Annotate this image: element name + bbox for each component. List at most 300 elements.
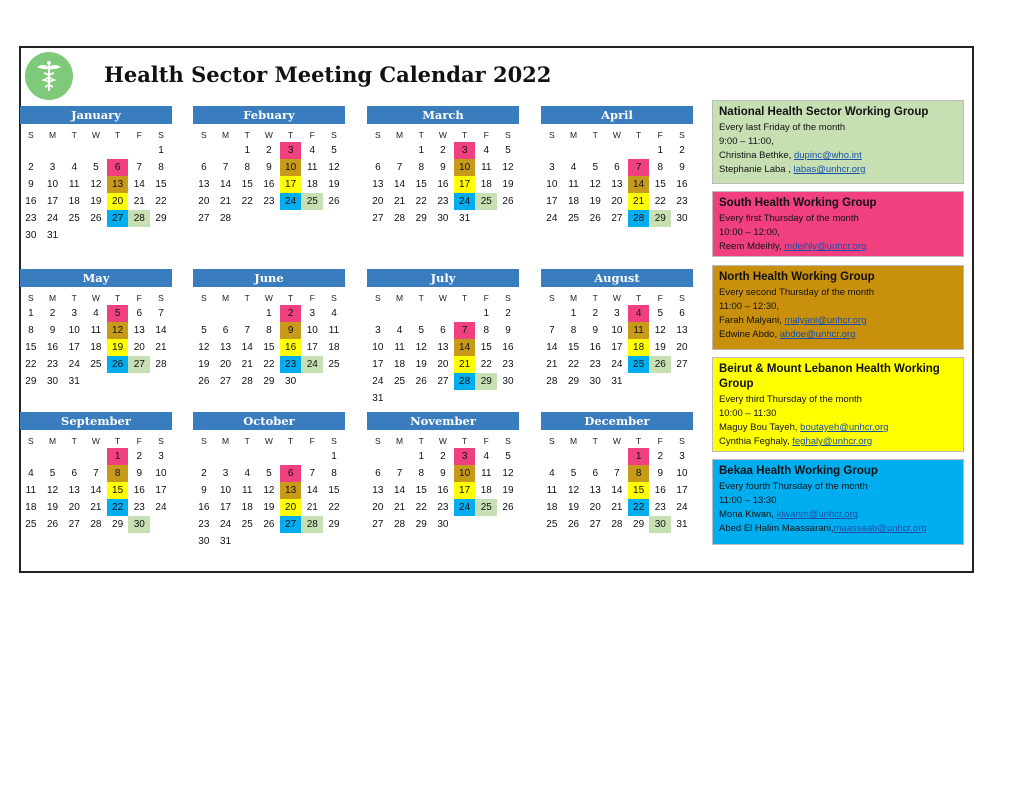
day-cell: 10 (676, 468, 688, 479)
day-cell: 27 (676, 359, 688, 370)
weekday-label: M (569, 130, 578, 140)
day-cell: 5 (107, 305, 129, 322)
day-cell: 9 (136, 468, 143, 479)
weekday-label: T (71, 130, 77, 140)
day-cell: 10 (454, 465, 476, 482)
day-cell: 24 (68, 359, 80, 370)
day-cell: 26 (328, 196, 340, 207)
empty-cell (497, 516, 519, 533)
empty-cell (563, 448, 585, 465)
day-cell: 23 (654, 502, 666, 513)
group-beirut-health (712, 357, 964, 452)
day-cell: 27 (372, 519, 384, 530)
day-cell: 15 (480, 342, 492, 353)
day-cell: 7 (454, 322, 476, 339)
day-cell: 19 (589, 196, 601, 207)
weekday-label: F (483, 436, 489, 446)
week-row (193, 465, 345, 482)
day-cell: 20 (280, 499, 302, 516)
empty-cell (475, 516, 497, 533)
email-link[interactable]: abdoe@unhcr.org (779, 329, 856, 340)
day-cell: 16 (437, 485, 449, 496)
empty-cell (280, 448, 302, 465)
empty-cell (63, 142, 85, 159)
week-row (367, 448, 519, 465)
weekday-label: F (309, 436, 315, 446)
day-cell: 30 (649, 516, 671, 533)
week-row (193, 322, 345, 339)
day-cell: 26 (46, 519, 59, 530)
week-row (193, 356, 345, 373)
month-header: Febuary (193, 106, 345, 124)
week-row (541, 482, 693, 499)
day-cell: 29 (649, 210, 671, 227)
day-cell: 24 (611, 359, 623, 370)
weekday-label: M (221, 130, 230, 140)
day-cell: 20 (198, 196, 210, 207)
day-cell: 7 (93, 468, 99, 479)
week-row (541, 373, 693, 390)
weekday-label: M (48, 293, 57, 303)
weekday-label: S (28, 293, 34, 303)
day-cell: 1 (244, 145, 250, 156)
day-cell: 24 (301, 356, 323, 373)
weekday-label: T (287, 130, 294, 140)
day-cell: 12 (107, 322, 129, 339)
month-january (20, 106, 172, 244)
day-cell: 9 (440, 162, 446, 173)
day-cell: 22 (567, 359, 580, 370)
day-cell: 16 (198, 502, 210, 513)
day-cell: 7 (244, 325, 250, 336)
day-cell: 5 (657, 308, 664, 319)
empty-cell (410, 390, 432, 407)
month-header: January (20, 106, 172, 124)
group-time: 9:00 – 11:00, (719, 136, 774, 147)
day-cell: 4 (396, 325, 403, 336)
contact-name: Maguy Bou Tayeh, (719, 422, 801, 433)
week-row (193, 448, 345, 465)
day-cell: 22 (155, 196, 167, 207)
weekday-label: T (418, 436, 424, 446)
day-cell: 8 (418, 468, 424, 479)
day-cell: 30 (437, 213, 449, 224)
day-cell: 28 (241, 376, 253, 387)
day-cell: 2 (49, 308, 56, 319)
email-link[interactable]: labas@unhcr.org (793, 164, 866, 175)
weekday-label: F (483, 293, 489, 303)
month-header: April (541, 106, 693, 124)
empty-cell (85, 142, 107, 159)
weekday-label: M (48, 436, 57, 446)
day-cell: 19 (502, 485, 514, 496)
day-cell: 18 (241, 502, 253, 513)
day-cell: 27 (280, 516, 302, 533)
day-cell: 2 (280, 305, 302, 322)
day-cell: 11 (307, 162, 318, 173)
empty-cell (323, 373, 345, 390)
empty-cell (85, 227, 107, 244)
day-cell: 27 (219, 376, 232, 387)
day-cell: 10 (454, 159, 476, 176)
empty-cell (128, 373, 150, 390)
day-cell: 4 (483, 145, 490, 156)
day-cell: 23 (676, 196, 688, 207)
day-cell: 8 (657, 162, 664, 173)
group-schedule: Every fourth Thursday of the month (719, 481, 868, 492)
day-cell: 27 (437, 376, 449, 387)
day-cell: 11 (328, 325, 340, 336)
day-cell: 13 (372, 179, 384, 190)
day-cell: 24 (676, 502, 688, 513)
week-row (193, 373, 345, 390)
day-cell: 18 (480, 179, 492, 190)
empty-cell (258, 533, 280, 550)
day-cell: 2 (440, 145, 446, 156)
day-cell: 12 (654, 325, 666, 336)
empty-cell (85, 373, 107, 390)
contact-name: Christina Bethke, (719, 150, 794, 161)
day-cell: 19 (328, 179, 340, 190)
weekday-row (541, 128, 693, 142)
day-cell: 15 (567, 342, 580, 353)
day-cell: 2 (28, 162, 34, 173)
day-cell: 7 (549, 325, 555, 336)
day-cell: 14 (454, 339, 476, 356)
day-cell: 17 (306, 342, 318, 353)
day-cell: 12 (502, 468, 514, 479)
day-cell: 22 (25, 359, 37, 370)
weekday-label: T (461, 130, 468, 140)
day-cell: 4 (628, 305, 650, 322)
empty-cell (389, 390, 411, 407)
weekday-label: S (679, 436, 685, 446)
day-cell: 18 (328, 342, 340, 353)
day-cell: 31 (46, 230, 59, 241)
day-cell: 15 (155, 179, 167, 190)
week-row (541, 305, 693, 322)
day-cell: 17 (68, 342, 80, 353)
empty-cell (367, 142, 389, 159)
week-row (541, 339, 693, 356)
day-cell: 13 (107, 176, 129, 193)
email-link[interactable]: boutayeh@unhcr.org (800, 422, 889, 433)
day-cell: 5 (505, 145, 511, 156)
day-cell: 1 (331, 451, 337, 462)
empty-cell (63, 448, 85, 465)
weekday-label: S (331, 293, 337, 303)
weekday-label: T (244, 293, 250, 303)
weekday-label: W (264, 130, 273, 140)
day-cell: 19 (654, 342, 666, 353)
weekday-label: W (438, 436, 447, 446)
day-cell: 23 (25, 213, 37, 224)
week-row (541, 159, 693, 176)
week-row (193, 482, 345, 499)
weekday-label: S (505, 436, 511, 446)
weekday-label: F (136, 130, 142, 140)
day-cell: 31 (68, 376, 80, 387)
weekday-label: S (375, 436, 381, 446)
weekday-label: T (592, 293, 598, 303)
group-time: 11:00 – 12:30, (719, 301, 780, 312)
day-cell: 15 (107, 482, 129, 499)
empty-cell (606, 142, 628, 159)
day-cell: 20 (676, 342, 688, 353)
empty-cell (280, 533, 302, 550)
day-cell: 19 (502, 179, 514, 190)
day-cell: 13 (372, 485, 384, 496)
empty-cell (497, 210, 519, 227)
day-cell: 30 (502, 376, 514, 387)
day-cell: 8 (28, 325, 34, 336)
day-cell: 22 (480, 359, 492, 370)
week-row (541, 322, 693, 339)
day-cell: 29 (328, 519, 340, 530)
empty-cell (541, 142, 563, 159)
weekday-label: T (461, 436, 468, 446)
day-cell: 28 (301, 516, 323, 533)
weekday-label: T (71, 436, 77, 446)
contact-line (719, 522, 957, 536)
day-cell: 13 (611, 179, 623, 190)
email-link[interactable]: feghaly@unhcr.org (792, 436, 873, 447)
day-cell: 25 (628, 356, 650, 373)
day-cell: 1 (158, 145, 164, 156)
day-cell: 10 (155, 468, 167, 479)
week-row (541, 356, 693, 373)
empty-cell (193, 448, 215, 465)
day-cell: 10 (280, 159, 302, 176)
weekday-label: F (136, 293, 142, 303)
month-febuary (193, 106, 345, 227)
day-cell: 4 (483, 451, 490, 462)
empty-cell (193, 305, 215, 322)
day-cell: 18 (567, 196, 580, 207)
day-cell: 18 (546, 502, 558, 513)
empty-cell (563, 142, 585, 159)
day-cell: 31 (676, 519, 688, 530)
weekday-label: W (612, 293, 621, 303)
day-cell: 15 (415, 179, 427, 190)
week-row (20, 210, 172, 227)
day-cell: 9 (201, 485, 207, 496)
day-cell: 3 (280, 142, 302, 159)
day-cell: 26 (107, 356, 129, 373)
weekday-label: S (331, 130, 337, 140)
empty-cell (389, 305, 411, 322)
day-cell: 28 (219, 213, 232, 224)
day-cell: 21 (454, 356, 476, 373)
day-cell: 19 (90, 196, 102, 207)
day-cell: 22 (415, 502, 427, 513)
email-link[interactable]: malyani@unhcr.org (784, 315, 867, 326)
email-link[interactable]: mdeihly@unhcr.org (784, 241, 867, 252)
day-cell: 30 (589, 376, 601, 387)
day-cell: 6 (592, 468, 598, 479)
day-cell: 14 (611, 485, 623, 496)
empty-cell (323, 210, 345, 227)
day-cell: 6 (201, 162, 207, 173)
day-cell: 19 (198, 359, 210, 370)
day-cell: 1 (483, 308, 490, 319)
day-cell: 14 (306, 485, 318, 496)
weekday-row (193, 434, 345, 448)
day-cell: 8 (418, 162, 424, 173)
month-header: March (367, 106, 519, 124)
empty-cell (432, 390, 454, 407)
day-cell: 11 (481, 468, 492, 479)
weekday-label: S (201, 130, 207, 140)
day-cell: 12 (567, 485, 580, 496)
day-cell: 30 (46, 376, 59, 387)
day-cell: 17 (546, 196, 558, 207)
week-row (20, 305, 172, 322)
day-cell: 20 (133, 342, 145, 353)
day-cell: 21 (219, 196, 232, 207)
email-link[interactable]: maassaab@unhcr.org (833, 523, 927, 534)
day-cell: 2 (136, 451, 143, 462)
day-cell: 31 (219, 536, 232, 547)
day-cell: 8 (483, 325, 490, 336)
day-cell: 4 (71, 162, 77, 173)
day-cell: 18 (306, 179, 318, 190)
weekday-label: T (592, 436, 598, 446)
group-name: Bekaa Health Working Group (719, 465, 878, 477)
day-cell: 13 (280, 482, 302, 499)
weekday-label: F (657, 293, 663, 303)
day-cell: 8 (570, 325, 577, 336)
weekday-label: S (331, 436, 337, 446)
day-cell: 9 (280, 322, 302, 339)
day-cell: 15 (628, 482, 650, 499)
day-cell: 29 (567, 376, 580, 387)
week-row (541, 516, 693, 533)
weekday-label: M (395, 436, 404, 446)
day-cell: 6 (440, 325, 446, 336)
day-cell: 1 (418, 145, 424, 156)
empty-cell (215, 448, 237, 465)
day-cell: 3 (158, 451, 164, 462)
day-cell: 26 (502, 196, 514, 207)
contact-name: Cynthia Feghaly, (719, 436, 793, 447)
empty-cell (584, 448, 606, 465)
day-cell: 14 (393, 485, 406, 496)
email-link[interactable]: kiwanm@unhcr.org (776, 509, 859, 520)
weekday-label: S (201, 293, 207, 303)
day-cell: 8 (628, 465, 650, 482)
day-cell: 12 (415, 342, 427, 353)
empty-cell (150, 227, 172, 244)
day-cell: 11 (628, 322, 650, 339)
group-time: 10:00 – 12:00, (719, 227, 780, 238)
weekday-label: W (91, 436, 100, 446)
empty-cell (410, 305, 432, 322)
day-cell: 16 (133, 485, 145, 496)
month-april (541, 106, 693, 227)
day-cell: 3 (679, 451, 685, 462)
day-cell: 6 (107, 159, 129, 176)
empty-cell (475, 390, 497, 407)
day-cell: 18 (25, 502, 37, 513)
day-cell: 23 (46, 359, 59, 370)
day-cell: 25 (546, 519, 558, 530)
week-row (367, 159, 519, 176)
weekday-label: T (114, 293, 121, 303)
day-cell: 17 (372, 359, 384, 370)
day-cell: 3 (454, 448, 476, 465)
day-cell: 24 (46, 213, 59, 224)
day-cell: 1 (628, 448, 650, 465)
day-cell: 30 (676, 213, 688, 224)
day-cell: 31 (611, 376, 623, 387)
empty-cell (497, 390, 519, 407)
week-row (20, 448, 172, 465)
weekday-row (193, 128, 345, 142)
week-row (20, 516, 172, 533)
day-cell: 21 (611, 502, 623, 513)
weekday-label: W (264, 436, 273, 446)
day-cell: 16 (654, 485, 666, 496)
week-row (20, 356, 172, 373)
day-cell: 20 (589, 502, 601, 513)
day-cell: 29 (475, 373, 497, 390)
day-cell: 27 (589, 519, 601, 530)
day-cell: 14 (241, 342, 253, 353)
day-cell: 6 (280, 465, 302, 482)
weekday-label: M (395, 130, 404, 140)
day-cell: 20 (372, 502, 384, 513)
email-link[interactable]: dupinc@who.int (793, 150, 862, 161)
day-cell: 17 (454, 176, 476, 193)
day-cell: 25 (68, 213, 80, 224)
day-cell: 27 (372, 213, 384, 224)
month-september (20, 412, 172, 533)
day-cell: 10 (68, 325, 80, 336)
day-cell: 9 (28, 179, 34, 190)
day-cell: 4 (570, 162, 577, 173)
empty-cell (454, 390, 476, 407)
day-cell: 17 (676, 485, 688, 496)
weekday-label: T (114, 130, 121, 140)
day-cell: 12 (198, 342, 210, 353)
empty-cell (649, 373, 671, 390)
contact-line (719, 508, 957, 522)
week-row (193, 516, 345, 533)
weekday-row (20, 434, 172, 448)
day-cell: 22 (328, 502, 340, 513)
weekday-label: S (158, 130, 164, 140)
day-cell: 8 (107, 465, 129, 482)
empty-cell (42, 448, 64, 465)
month-june (193, 269, 345, 390)
week-row (541, 499, 693, 516)
day-cell: 24 (546, 213, 558, 224)
day-cell: 1 (657, 145, 664, 156)
day-cell: 24 (454, 193, 476, 210)
day-cell: 30 (128, 516, 150, 533)
day-cell: 13 (676, 325, 688, 336)
empty-cell (107, 227, 129, 244)
weekday-label: T (592, 130, 598, 140)
day-cell: 14 (546, 342, 558, 353)
day-cell: 10 (219, 485, 232, 496)
day-cell: 22 (415, 196, 427, 207)
week-row (367, 482, 519, 499)
empty-cell (107, 142, 129, 159)
weekday-label: S (549, 130, 555, 140)
week-row (367, 193, 519, 210)
